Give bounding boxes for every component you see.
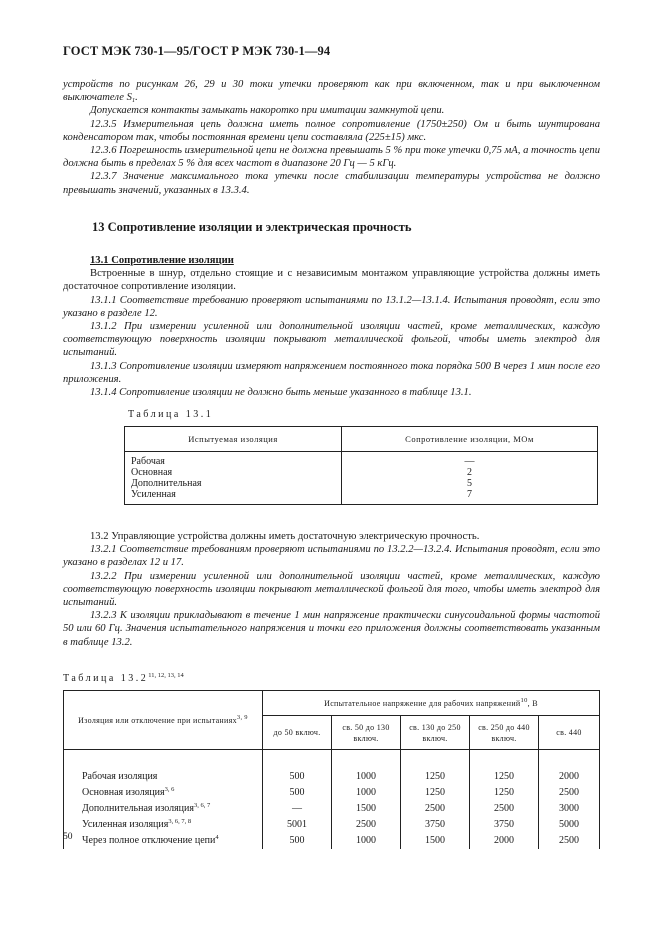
- table-header: св. 50 до 130 включ.: [332, 716, 401, 750]
- clause-13-1-3: 13.1.3 Сопротивление изоляции измеряют напряжением постоянного тока порядка 500 В через 1 мин после его приложения.: [63, 360, 600, 385]
- table-header: св. 440: [539, 716, 600, 750]
- paragraph-13-1: Встроенные в шнур, отдельно стоящие и с независимым монтажом управляющие устройства должны иметь достаточное сопротивление изоляции.: [63, 268, 600, 293]
- paragraph-leak-current: устройств по рисункам 26, 29 и 30 токи утечки проверяют как при включенном, так и при выключенном выключателе $S_1$.: [63, 79, 600, 105]
- clause-13-2-1: 13.2.1 Соответствие требованиям проверяют испытаниями по 13.2.2—13.2.4. Испытания проводят, если это указано в разделах 12 и 17.: [63, 544, 600, 569]
- clause-12-3-6: 12.3.6 Погрешность измерительной цепи не должна превышать 5 % при токе утечки 0,75 мА, а точность цепи должна быть в пределах 5 % для всех частот в диапазоне 20 Гц — 5 кГц.: [63, 145, 600, 170]
- table-row: Дополнительная изоляция$^{3, 6, 7}$ — 1500 2500 2500 3000: [64, 801, 600, 817]
- page-number: 50: [63, 832, 73, 842]
- test-voltage-table: [63, 690, 600, 849]
- clause-13-2-3: 13.2.3 К изоляции прикладывают в течение 1 мин напряжение практически синусоидальной формы частотой 50 или 60 Гц. Значения испытательного напряжения и точки его приложения должны соответствовать указанным в таблице 13.2.: [63, 610, 600, 648]
- table-row: Через полное отключение цепи$^4$ 500 1000 1500 2000 2500: [64, 833, 600, 849]
- table-header: Испытуемая изоляция: [125, 427, 342, 452]
- section-title: 13 Сопротивление изоляции и электрическая прочность: [92, 220, 412, 234]
- paragraph-13-2: 13.2 Управляющие устройства должны иметь достаточную электрическую прочность.: [90, 531, 480, 542]
- table-row: Основная изоляция$^{3, 6}$ 500 1000 1250 1250 2500: [64, 785, 600, 801]
- table-13-1-caption: Таблица 13.1: [128, 409, 214, 420]
- paragraph-contacts: Допускается контакты замыкать накоротко при имитации замкнутой цепи.: [90, 105, 445, 117]
- subsection-title: 13.1 Сопротивление изоляции: [90, 255, 234, 266]
- clause-12-3-5: 12.3.5 Измерительная цепь должна иметь полное сопротивление (1750±250) Ом и быть шунтирована конденсатором так, чтобы постоянная времени цепи составляла (225±15) мкс.: [63, 118, 600, 143]
- section-13-2: [63, 530, 600, 649]
- table-header: Сопротивление изоляции, МОм: [342, 427, 598, 452]
- table-header: св. 130 до 250 включ.: [401, 716, 470, 750]
- intro-text-block: [63, 78, 600, 197]
- table-row: Рабочая изоляция 500 1000 1250 1250 2000: [64, 750, 600, 786]
- section-13-1: [63, 254, 600, 399]
- table-header: св. 250 до 440 включ.: [470, 716, 539, 750]
- table-row: Дополнительная 5: [125, 478, 598, 489]
- clause-13-2-2: 13.2.2 При измерении усиленной или дополнительной изоляции частей, кроме металлических, каждую соответствующую поверхность изоляции покрывают металлической фольгой для того, чтобы иметь электрод для испытаний.: [63, 570, 600, 609]
- table-header-group: Испытательное напряжение для рабочих напряжений$^{10}$, В: [263, 691, 600, 716]
- table-row: Усиленная изоляция$^{3, 6, 7, 8}$ 5001 2500 3750 3750 5000: [64, 817, 600, 833]
- table-header: до 50 включ.: [263, 716, 332, 750]
- table-header: Изоляция или отключение при испытаниях$^{3, 9}$: [64, 691, 263, 750]
- clause-13-1-2: 13.1.2 При измерении усиленной или дополнительной изоляции частей, кроме металлических, каждую соответствующую поверхность изоляции покрывают металлической фольгой, чтобы иметь электрод для испытаний.: [63, 321, 600, 359]
- clause-13-1-4: 13.1.4 Сопротивление изоляции не должно быть меньше указанного в таблице 13.1.: [90, 387, 472, 399]
- clause-12-3-7: 12.3.7 Значение максимального тока утечки после стабилизации температуры устройства не должно превышать значений, указанных в 13.3.4.: [63, 171, 600, 196]
- clause-13-1-1: 13.1.1 Соответствие требованию проверяют испытаниями по 13.1.2—13.1.4. Испытания проводят, если это указано в разделе 12.: [63, 294, 600, 319]
- insulation-resistance-table: [124, 426, 598, 505]
- table-row: Рабочая —: [125, 452, 598, 468]
- table-row: Усиленная 7: [125, 489, 598, 505]
- table-13-2-caption: Таблица 13.2$^{11, 12, 13, 14}$: [63, 672, 184, 684]
- table-row: Основная 2: [125, 467, 598, 478]
- document-header: ГОСТ МЭК 730-1—95/ГОСТ Р МЭК 730-1—94: [63, 44, 331, 58]
